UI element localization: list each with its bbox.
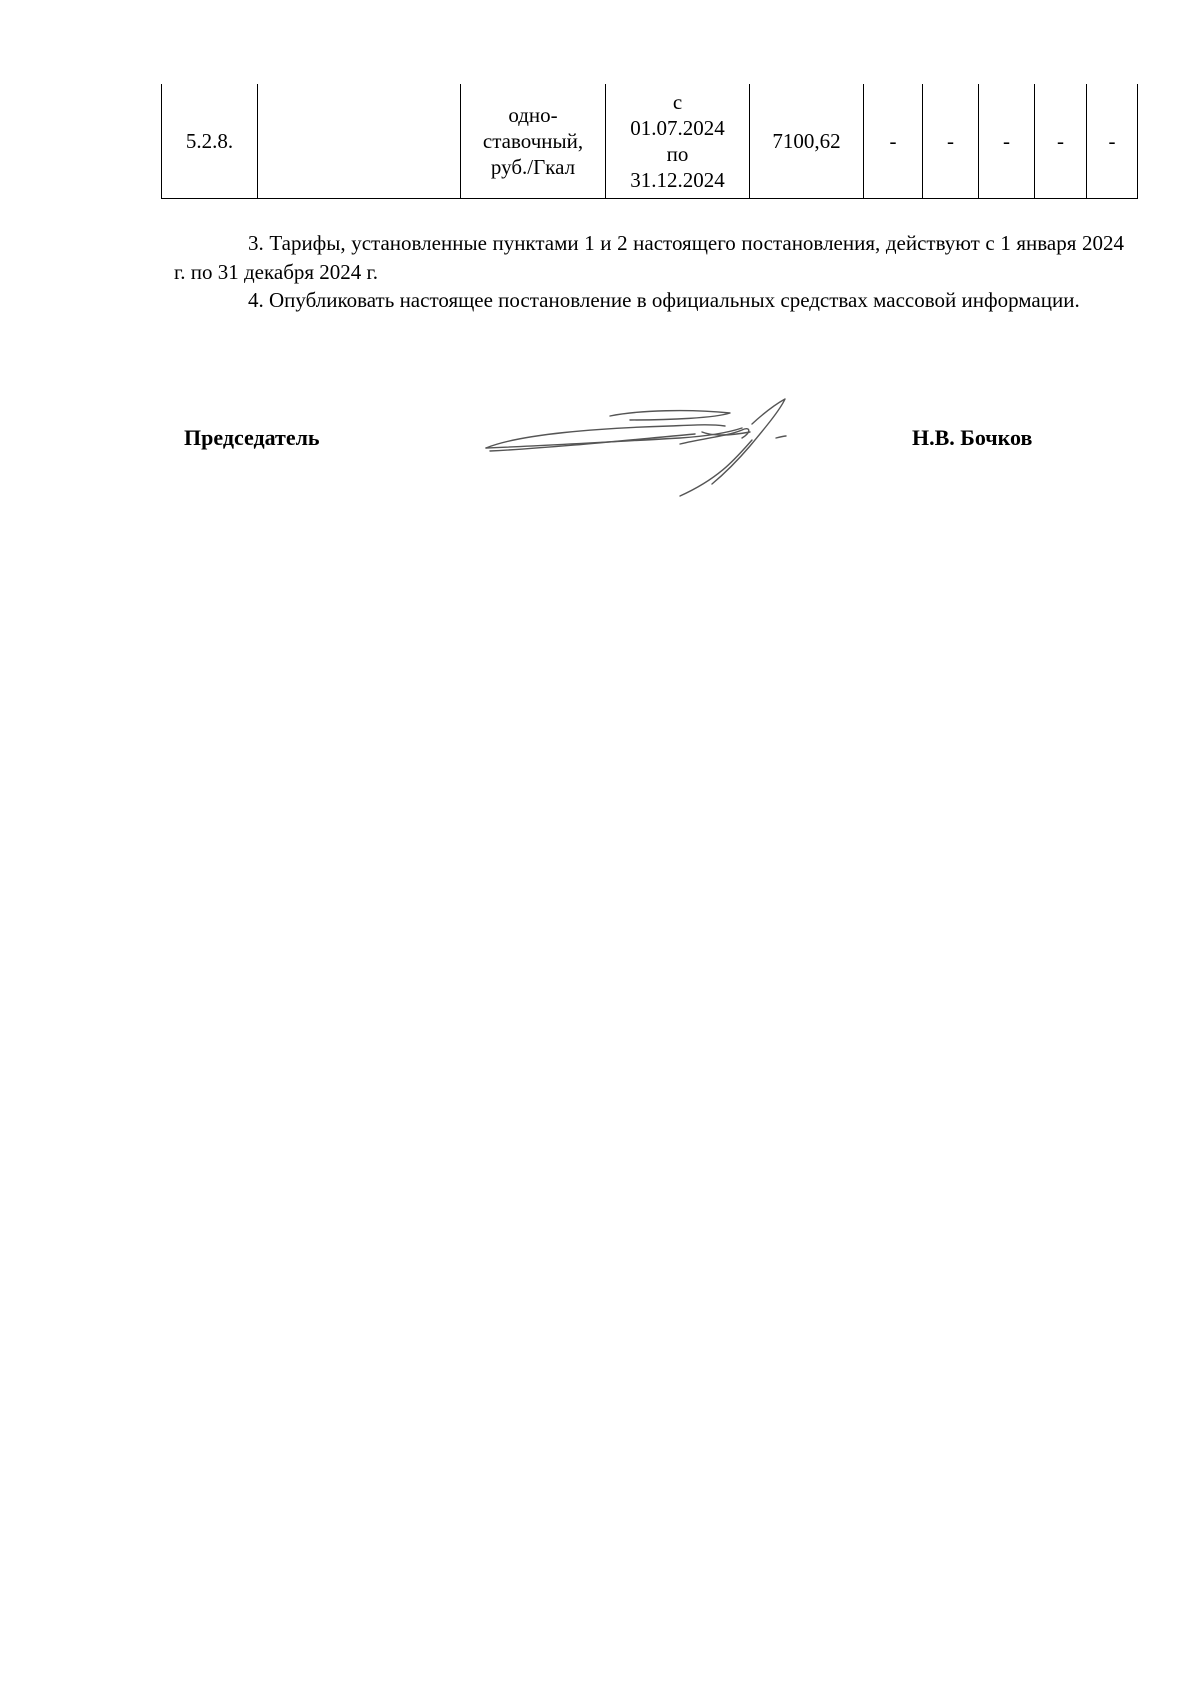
row-name-cell xyxy=(258,84,461,198)
dash-cell: - xyxy=(864,84,923,198)
table-row xyxy=(162,84,1138,198)
dash-cell: - xyxy=(1035,84,1087,198)
paragraph-3 xyxy=(174,229,1124,287)
tariff-type-cell: одно- ставочный, руб./Гкал xyxy=(461,84,606,198)
dash-cell: - xyxy=(1087,84,1138,198)
tariff-table xyxy=(161,84,1138,199)
signatory-role: Председатель xyxy=(184,425,320,450)
dash-cell: - xyxy=(923,84,979,198)
period-cell: с 01.07.2024 по 31.12.2024 xyxy=(606,84,750,198)
row-number-cell: 5.2.8. xyxy=(162,84,258,198)
paragraph-4-text: 4. Опубликовать настоящее постановление в официальных средствах массовой информации. xyxy=(248,288,1080,312)
handwritten-signature xyxy=(480,396,800,500)
signatory-name: Н.В. Бочков xyxy=(912,425,1033,450)
paragraph-4 xyxy=(174,286,1124,315)
paragraph-3-text: 3. Тарифы, установленные пунктами 1 и 2 настоящего постановления, действуют с 1 января 2024 г. по 31 декабря 2024 г. xyxy=(174,231,1124,284)
tariff-value-cell: 7100,62 xyxy=(750,84,864,198)
dash-cell: - xyxy=(979,84,1035,198)
